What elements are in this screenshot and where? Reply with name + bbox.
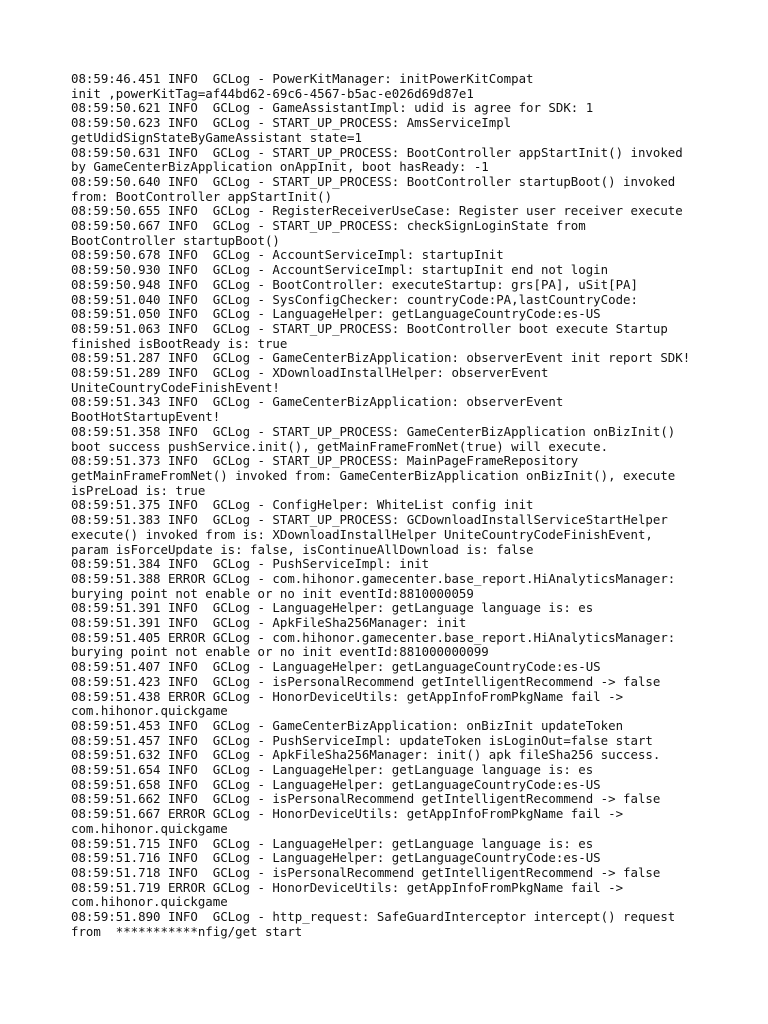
log-line: com.hihonor.quickgame bbox=[71, 894, 228, 910]
log-line: param isForceUpdate is: false, isContinueAllDownload is: false bbox=[71, 541, 534, 557]
log-line: 08:59:51.358 INFO GCLog - START_UP_PROCESS: GameCenterBizApplication onBizInit() bbox=[71, 423, 676, 439]
log-line: 08:59:51.407 INFO GCLog - LanguageHelper: getLanguageCountryCode:es-US bbox=[71, 659, 601, 675]
log-line: 08:59:50.930 INFO GCLog - AccountServiceImpl: startupInit end not login bbox=[71, 262, 609, 278]
log-line: 08:59:51.423 INFO GCLog - isPersonalRecommend getIntelligentRecommend -> false bbox=[71, 673, 661, 689]
log-line: 08:59:51.405 ERROR GCLog - com.hihonor.gamecenter.base_report.HiAnalyticsManager: bbox=[71, 629, 676, 645]
log-line: com.hihonor.quickgame bbox=[71, 820, 228, 836]
log-line: 08:59:50.623 INFO GCLog - START_UP_PROCESS: AmsServiceImpl bbox=[71, 115, 512, 131]
log-line: 08:59:51.063 INFO GCLog - START_UP_PROCESS: BootController boot execute Startup bbox=[71, 320, 668, 336]
log-line: 08:59:51.373 INFO GCLog - START_UP_PROCESS: MainPageFrameRepository bbox=[71, 453, 579, 469]
log-line: 08:59:51.343 INFO GCLog - GameCenterBizApplication: observerEvent bbox=[71, 394, 564, 410]
log-line: 08:59:51.632 INFO GCLog - ApkFileSha256Manager: init() apk fileSha256 success. bbox=[71, 747, 661, 763]
log-line: burying point not enable or no init eventId:8810000059 bbox=[71, 585, 474, 601]
log-line: 08:59:46.451 INFO GCLog - PowerKitManager: initPowerKitCompat bbox=[71, 71, 534, 86]
log-line: 08:59:51.050 INFO GCLog - LanguageHelper: getLanguageCountryCode:es-US bbox=[71, 306, 601, 322]
log-line: UniteCountryCodeFinishEvent! bbox=[71, 379, 280, 395]
log-line: 08:59:50.631 INFO GCLog - START_UP_PROCESS: BootController appStartInit() invoked bbox=[71, 144, 683, 160]
log-line: 08:59:51.391 INFO GCLog - ApkFileSha256Manager: init bbox=[71, 615, 467, 631]
log-line: 08:59:50.678 INFO GCLog - AccountServiceImpl: startupInit bbox=[71, 247, 504, 263]
log-line: init ,powerKitTag=af44bd62-69c6-4567-b5ac-e026d69d87e1 bbox=[71, 85, 474, 101]
log-line: getUdidSignStateByGameAssistant state=1 bbox=[71, 129, 362, 145]
log-line: 08:59:51.391 INFO GCLog - LanguageHelper: getLanguage language is: es bbox=[71, 600, 594, 616]
log-line: 08:59:51.718 INFO GCLog - isPersonalRecommend getIntelligentRecommend -> false bbox=[71, 864, 661, 880]
log-line: 08:59:50.948 INFO GCLog - BootController: executeStartup: grs[PA], uSit[PA] bbox=[71, 276, 638, 292]
log-line: 08:59:50.621 INFO GCLog - GameAssistantImpl: udid is agree for SDK: 1 bbox=[71, 100, 594, 116]
log-line: 08:59:51.667 ERROR GCLog - HonorDeviceUtils: getAppInfoFromPkgName fail -> bbox=[71, 806, 624, 822]
log-line: execute() invoked from is: XDownloadInstallHelper UniteCountryCodeFinishEvent, bbox=[71, 526, 653, 542]
log-document bbox=[71, 72, 711, 939]
log-line: from: BootController appStartInit() bbox=[71, 188, 333, 204]
log-line: boot success pushService.init(), getMainFrameFromNet(true) will execute. bbox=[71, 438, 609, 454]
log-line: 08:59:51.715 INFO GCLog - LanguageHelper: getLanguage language is: es bbox=[71, 835, 594, 851]
log-line: by GameCenterBizApplication onAppInit, boot hasReady: -1 bbox=[71, 159, 489, 175]
log-line: BootHotStartupEvent! bbox=[71, 409, 221, 425]
log-line: getMainFrameFromNet() invoked from: GameCenterBizApplication onBizInit(), execute bbox=[71, 467, 676, 483]
log-line: finished isBootReady is: true bbox=[71, 335, 288, 351]
log-line: 08:59:51.040 INFO GCLog - SysConfigChecker: countryCode:PA,lastCountryCode: bbox=[71, 291, 638, 307]
log-line: isPreLoad is: true bbox=[71, 482, 206, 498]
log-line: 08:59:51.457 INFO GCLog - PushServiceImpl: updateToken isLoginOut=false start bbox=[71, 732, 653, 748]
log-line: 08:59:51.890 INFO GCLog - http_request: SafeGuardInterceptor intercept() request bbox=[71, 909, 676, 925]
log-line: from ***********nfig/get start bbox=[71, 923, 303, 939]
log-line: 08:59:51.383 INFO GCLog - START_UP_PROCESS: GCDownloadInstallServiceStartHelper bbox=[71, 512, 668, 528]
log-line: 08:59:51.719 ERROR GCLog - HonorDeviceUtils: getAppInfoFromPkgName fail -> bbox=[71, 879, 624, 895]
log-line: 08:59:51.716 INFO GCLog - LanguageHelper: getLanguageCountryCode:es-US bbox=[71, 850, 601, 866]
log-line: 08:59:51.384 INFO GCLog - PushServiceImpl: init bbox=[71, 556, 430, 572]
log-line: 08:59:50.640 INFO GCLog - START_UP_PROCESS: BootController startupBoot() invoked bbox=[71, 173, 676, 189]
log-line: 08:59:50.655 INFO GCLog - RegisterReceiverUseCase: Register user receiver execute bbox=[71, 203, 683, 219]
log-line: 08:59:51.375 INFO GCLog - ConfigHelper: WhiteList config init bbox=[71, 497, 534, 513]
log-line: 08:59:51.658 INFO GCLog - LanguageHelper: getLanguageCountryCode:es-US bbox=[71, 776, 601, 792]
log-line: 08:59:51.453 INFO GCLog - GameCenterBizApplication: onBizInit updateToken bbox=[71, 717, 624, 733]
log-line: 08:59:51.388 ERROR GCLog - com.hihonor.gamecenter.base_report.HiAnalyticsManager: bbox=[71, 570, 676, 586]
log-line: burying point not enable or no init eventId:881000000099 bbox=[71, 644, 489, 660]
log-line: 08:59:51.287 INFO GCLog - GameCenterBizApplication: observerEvent init report SDK! bbox=[71, 350, 691, 366]
log-line: 08:59:51.662 INFO GCLog - isPersonalRecommend getIntelligentRecommend -> false bbox=[71, 791, 661, 807]
log-line: 08:59:51.438 ERROR GCLog - HonorDeviceUtils: getAppInfoFromPkgName fail -> bbox=[71, 688, 624, 704]
log-line: 08:59:51.289 INFO GCLog - XDownloadInstallHelper: observerEvent bbox=[71, 365, 549, 381]
log-line: com.hihonor.quickgame bbox=[71, 703, 228, 719]
log-line: BootController startupBoot() bbox=[71, 232, 280, 248]
log-line: 08:59:50.667 INFO GCLog - START_UP_PROCESS: checkSignLoginState from bbox=[71, 218, 586, 234]
log-line: 08:59:51.654 INFO GCLog - LanguageHelper: getLanguage language is: es bbox=[71, 762, 594, 778]
